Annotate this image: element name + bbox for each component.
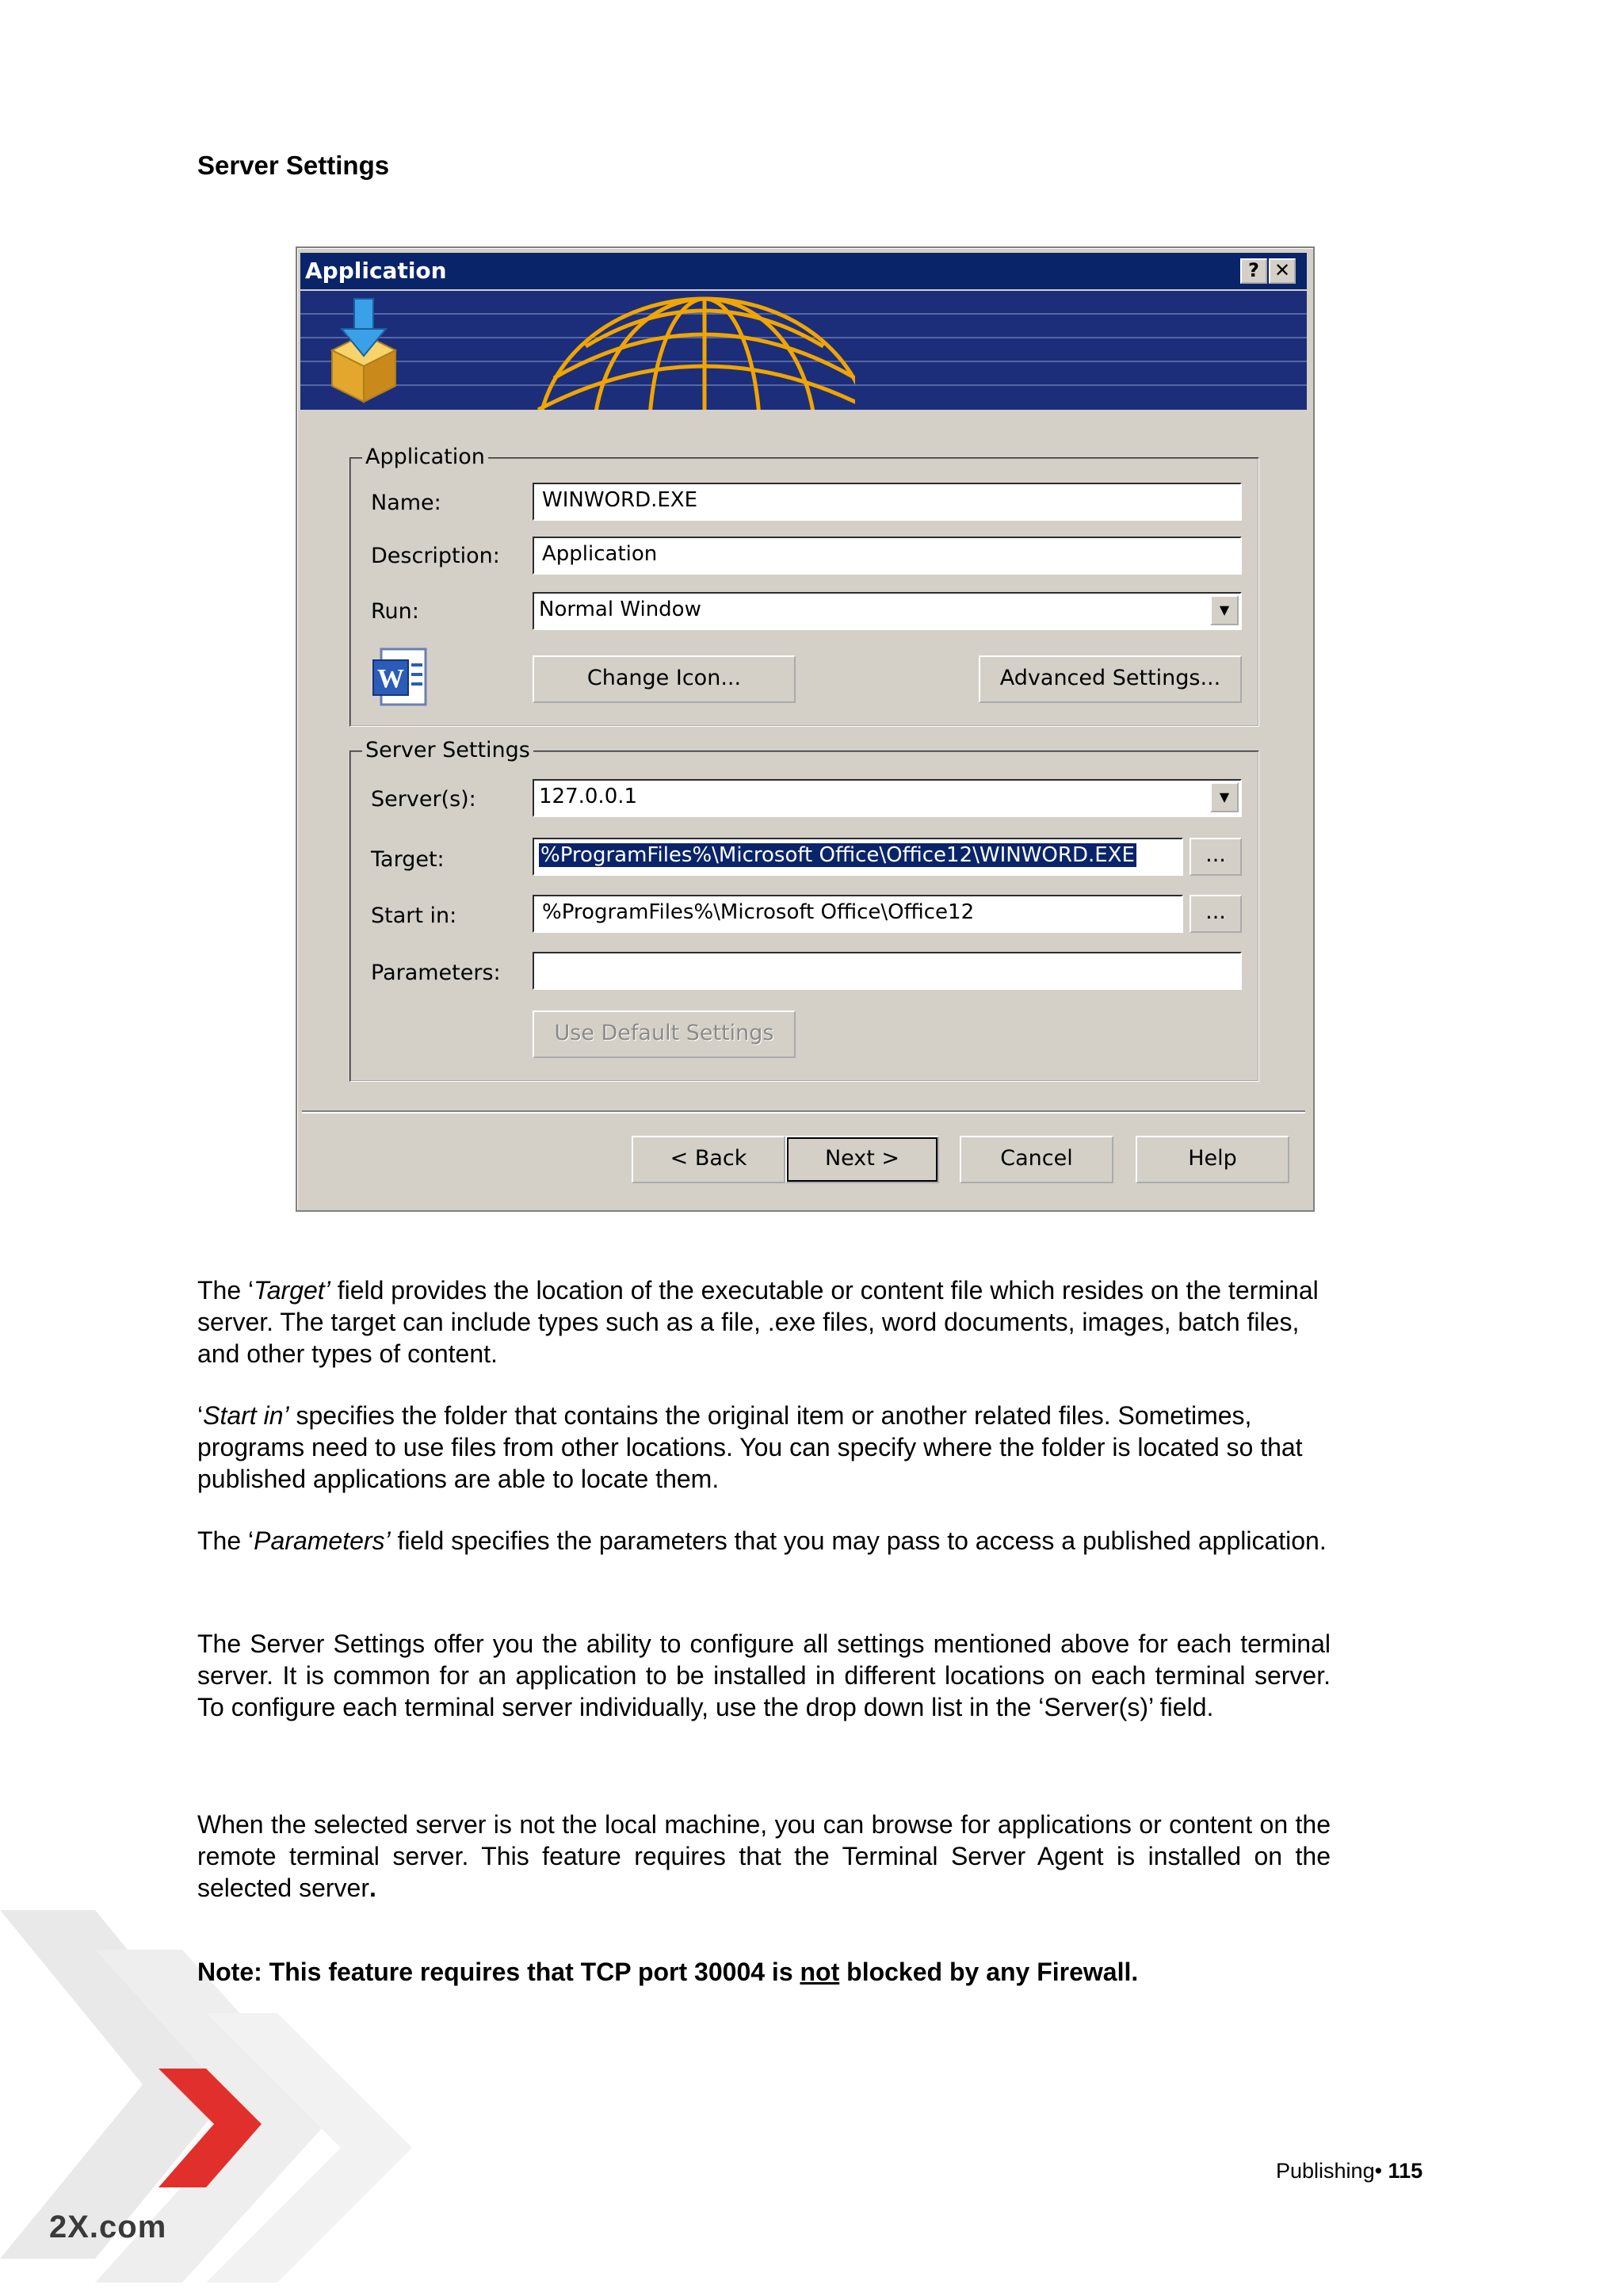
close-icon[interactable]: ✕ bbox=[1269, 258, 1296, 284]
section-heading: Server Settings bbox=[197, 151, 390, 180]
dialog-titlebar bbox=[300, 253, 1307, 289]
parameters-paragraph-pre: The ‘ bbox=[197, 1526, 254, 1555]
dropdown-arrow-icon[interactable]: ▼ bbox=[1210, 782, 1239, 812]
remote-browse-paragraph bbox=[197, 1809, 1331, 1904]
servers-value: 127.0.0.1 bbox=[539, 785, 638, 808]
target-field[interactable] bbox=[533, 838, 1183, 876]
install-box-icon bbox=[332, 299, 395, 402]
dropdown-arrow-icon[interactable]: ▼ bbox=[1210, 595, 1239, 625]
servers-dropdown[interactable] bbox=[533, 779, 1242, 817]
run-value: Normal Window bbox=[539, 598, 701, 621]
parameters-paragraph-em: Parameters’ bbox=[254, 1526, 391, 1555]
parameters-paragraph-post: field specifies the parameters that you may pass to access a published application. bbox=[390, 1526, 1327, 1555]
start-in-field[interactable]: %ProgramFiles%\Microsoft Office\Office12 bbox=[533, 895, 1183, 933]
dialog-separator bbox=[302, 1110, 1305, 1114]
change-icon-button[interactable]: Change Icon... bbox=[533, 655, 796, 703]
back-button[interactable]: < Back bbox=[632, 1136, 785, 1183]
run-label: Run: bbox=[371, 599, 419, 624]
servers-label: Server(s): bbox=[371, 787, 476, 812]
firewall-note bbox=[197, 1956, 1331, 1988]
parameters-label: Parameters: bbox=[371, 961, 501, 985]
description-field[interactable]: Application bbox=[533, 537, 1242, 575]
run-dropdown[interactable] bbox=[533, 592, 1242, 630]
remote-browse-text: When the selected server is not the local machine, you can browse for applications or content on the remote terminal server. This feature requires that the Terminal Server Agent is installed on the selected server bbox=[197, 1810, 1331, 1902]
start-in-browse-button[interactable]: ... bbox=[1190, 895, 1242, 933]
application-dialog bbox=[296, 246, 1315, 1212]
firewall-note-pre: Note: This feature requires that TCP port 30004 is bbox=[197, 1958, 800, 1986]
svg-text:W: W bbox=[377, 664, 404, 693]
application-group-label: Application bbox=[362, 445, 488, 469]
help-button[interactable]: Help bbox=[1136, 1136, 1289, 1183]
next-button[interactable]: Next > bbox=[785, 1136, 939, 1183]
start-in-paragraph-em: Start in’ bbox=[203, 1401, 289, 1430]
start-in-paragraph-post: specifies the folder that contains the original item or another related files. Sometimes, programs need to use files from other locations. You can specify where the folder is located so that published applications are able to locate them. bbox=[197, 1401, 1303, 1493]
help-icon[interactable]: ? bbox=[1240, 258, 1267, 284]
dialog-title: Application bbox=[305, 258, 447, 284]
start-in-paragraph bbox=[197, 1400, 1331, 1495]
globe-banner-icon bbox=[538, 299, 855, 410]
page-number: 115 bbox=[1388, 2159, 1423, 2183]
target-label: Target: bbox=[371, 847, 445, 872]
advanced-settings-button[interactable]: Advanced Settings... bbox=[979, 655, 1242, 703]
remote-browse-end: . bbox=[369, 1874, 376, 1902]
cancel-button[interactable]: Cancel bbox=[960, 1136, 1113, 1183]
parameters-field[interactable] bbox=[533, 952, 1242, 990]
page-footer bbox=[1276, 2159, 1423, 2183]
footer-section: Publishing• bbox=[1276, 2159, 1388, 2183]
dialog-banner bbox=[300, 291, 1307, 410]
start-in-label: Start in: bbox=[371, 904, 457, 928]
name-field[interactable]: WINWORD.EXE bbox=[533, 483, 1242, 521]
target-paragraph-em: Target’ bbox=[254, 1276, 330, 1305]
server-settings-group-label: Server Settings bbox=[362, 738, 533, 762]
use-default-settings-button[interactable]: Use Default Settings bbox=[533, 1010, 796, 1058]
target-browse-button[interactable]: ... bbox=[1190, 838, 1242, 876]
word-document-icon bbox=[370, 646, 433, 709]
target-paragraph bbox=[197, 1274, 1331, 1370]
target-value: %ProgramFiles%\Microsoft Office\Office12\WINWORD.EXE bbox=[540, 843, 1135, 867]
firewall-note-post: blocked by any Firewall. bbox=[839, 1958, 1139, 1986]
target-paragraph-post: field provides the location of the executable or content file which resides on the terminal server. The target can include types such as a file, .exe files, word documents, images, batch files, and other types of content. bbox=[197, 1276, 1319, 1368]
brand-logo: 2X.com bbox=[49, 2210, 167, 2244]
start-in-paragraph-pre: ‘ bbox=[197, 1401, 204, 1430]
description-label: Description: bbox=[371, 544, 500, 568]
parameters-paragraph bbox=[197, 1525, 1331, 1557]
name-label: Name: bbox=[371, 491, 441, 515]
firewall-note-underlined: not bbox=[800, 1958, 840, 1986]
target-paragraph-pre: The ‘ bbox=[197, 1276, 254, 1305]
server-settings-paragraph: The Server Settings offer you the ability to configure all settings mentioned above for each terminal server. It is common for an application to be installed in different locations on each terminal server. To configure each terminal server individually, use the drop down list in the ‘Server(s)’ field. bbox=[197, 1629, 1331, 1721]
